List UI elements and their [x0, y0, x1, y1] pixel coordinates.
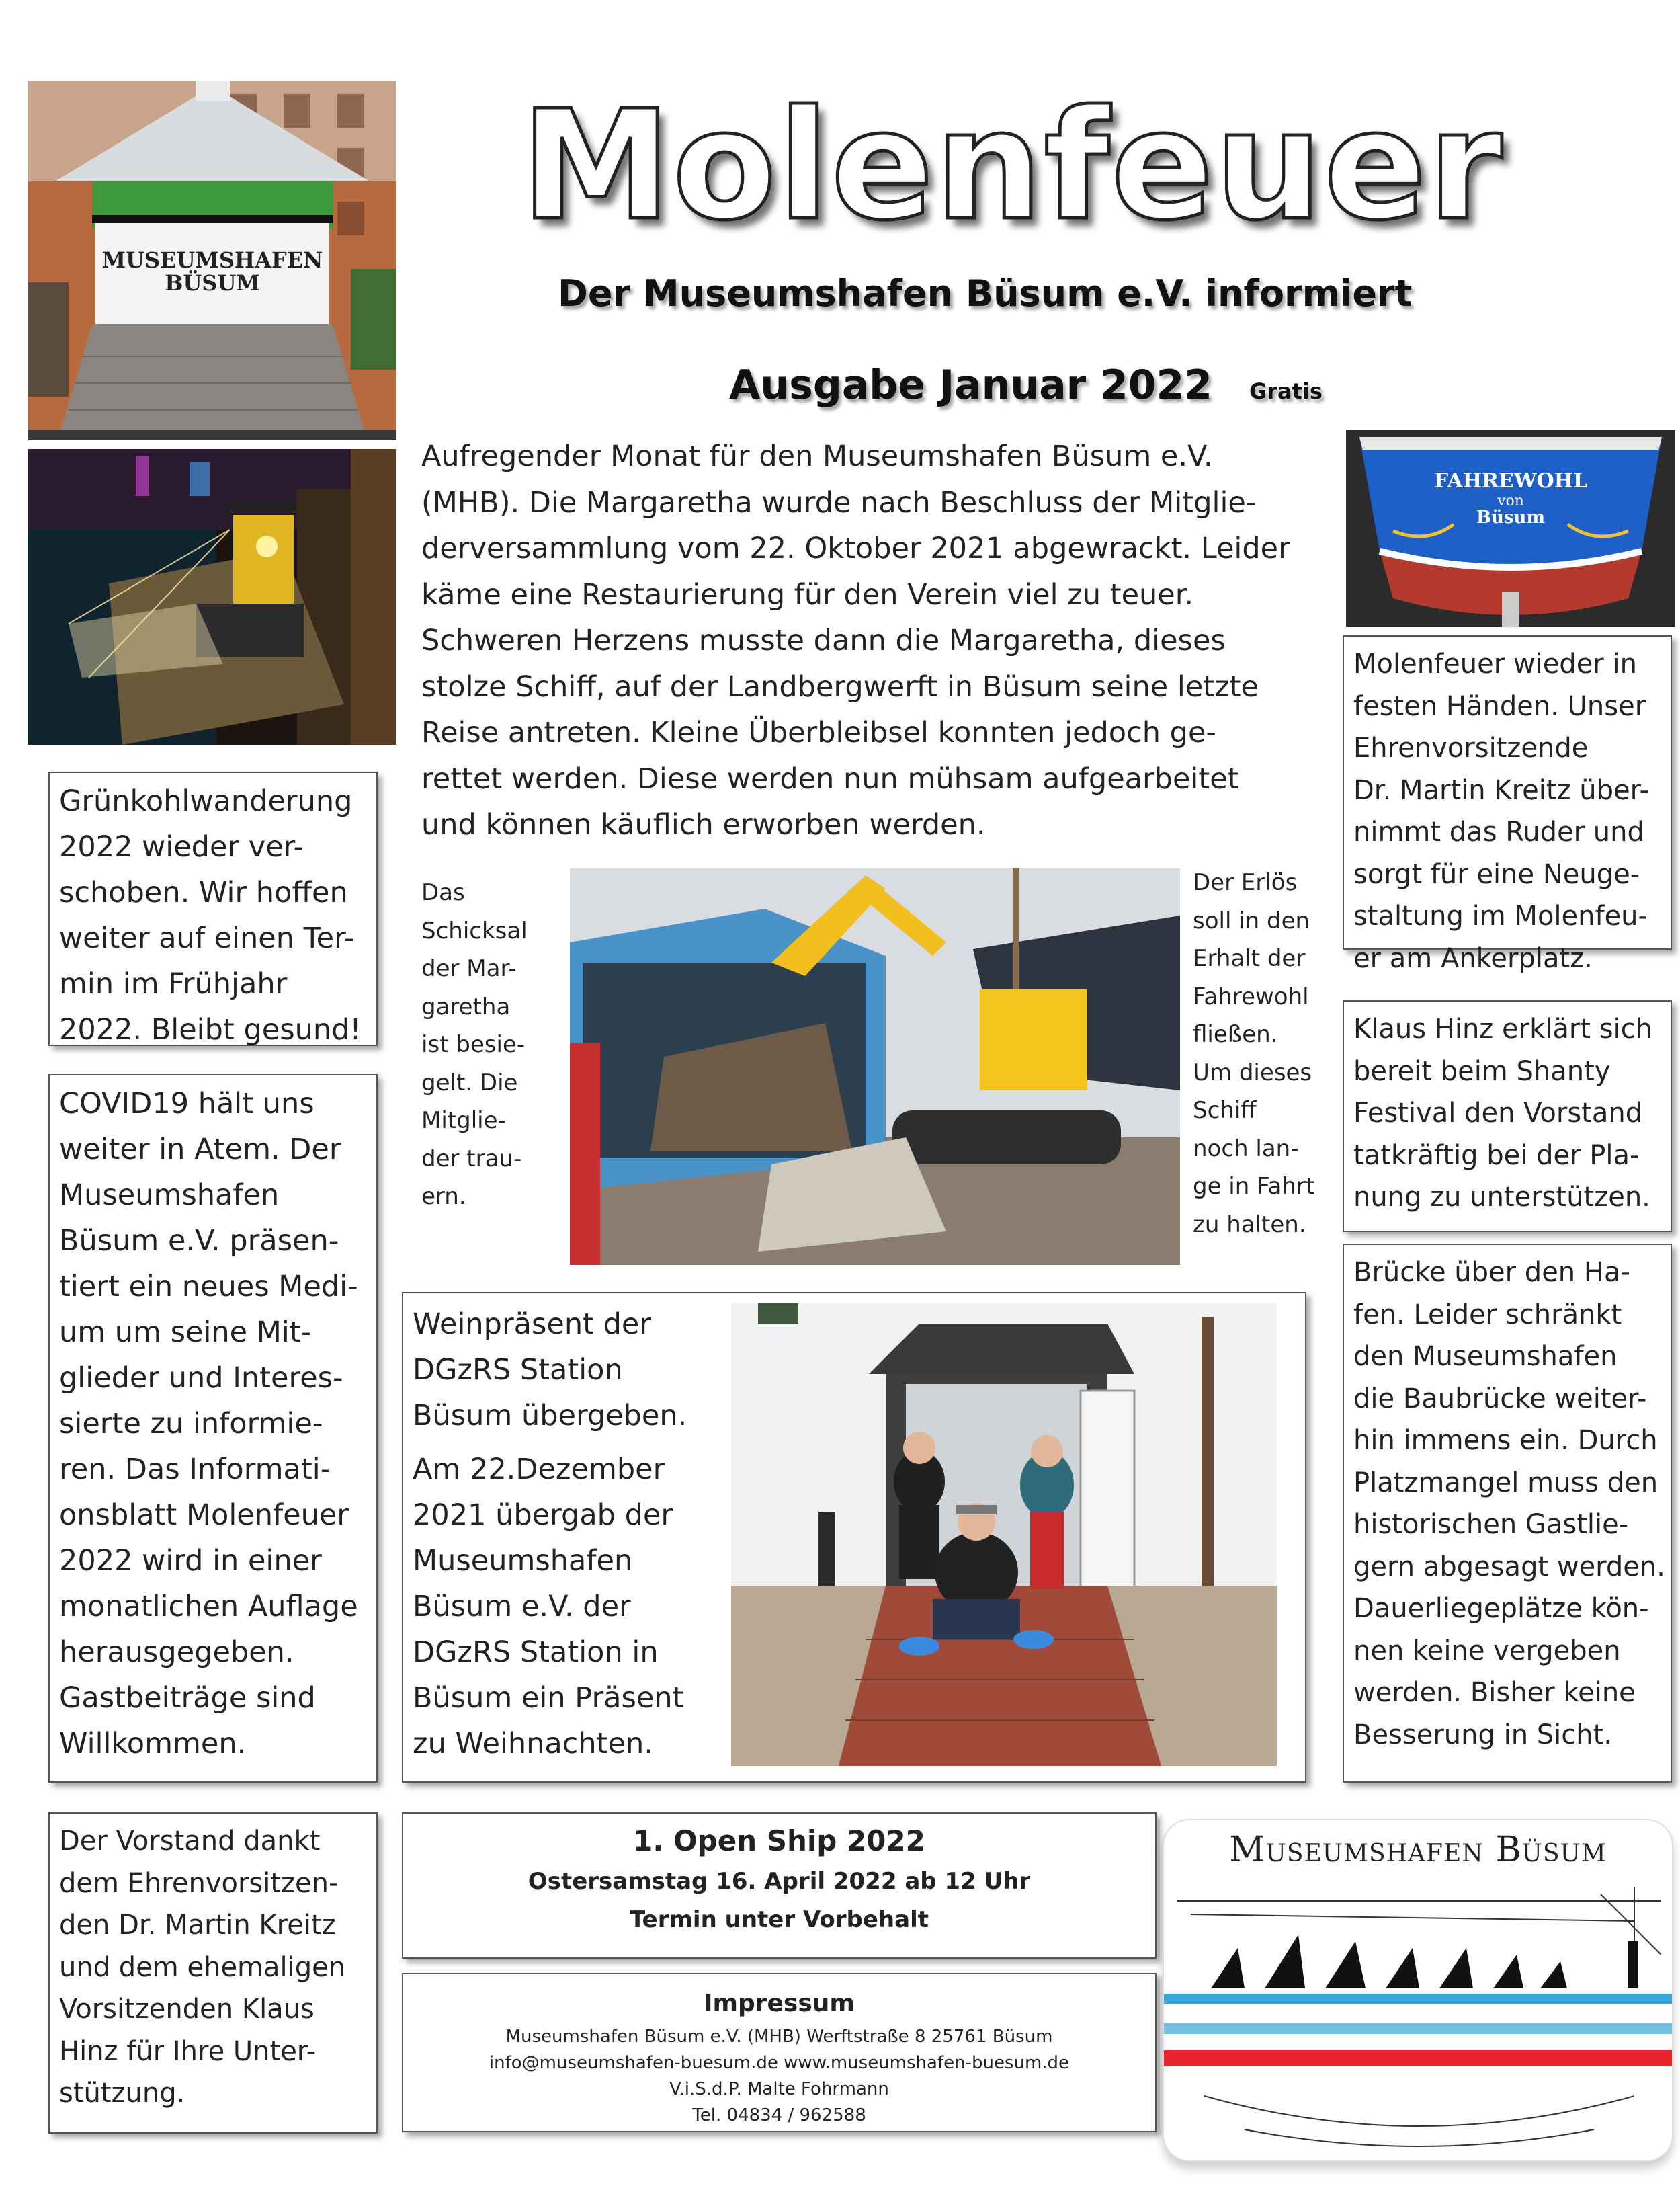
wine-title-line: Weinpräsent der — [413, 1307, 652, 1341]
lighthouse-photo — [28, 81, 396, 440]
event-note: Termin unter Vorbehalt — [630, 1906, 929, 1933]
article-line: stolze Schiff, auf der Landbergwerft in Büsum seine letzte — [421, 669, 1259, 704]
box-line: fen. Leider schränkt — [1353, 1299, 1622, 1330]
article-line: Schweren Herzens musste dann die Margaretha, dieses — [421, 624, 1226, 657]
hinz-box — [1343, 1000, 1672, 1232]
box-line: Dauerliegeplätze kön- — [1353, 1593, 1649, 1624]
box-line: die Baubrücke weiter- — [1353, 1383, 1647, 1414]
scrapping-photo — [570, 868, 1180, 1265]
box-line: sierte zu informie- — [59, 1407, 323, 1440]
caption-line: gelt. Die — [421, 1069, 518, 1096]
box-line: 2022 wieder ver- — [59, 830, 304, 864]
box-line: herausgegeben. — [59, 1635, 294, 1669]
wine-text — [413, 1301, 687, 1767]
wine-body-line: DGzRS Station in — [413, 1635, 659, 1669]
gruenkohl-box — [48, 772, 378, 1046]
article-line: käme eine Restaurierung für den Verein viel zu teuer. — [421, 577, 1194, 612]
box-line: tiert ein neues Medi- — [59, 1270, 358, 1303]
caption-line: Mitglie- — [421, 1107, 506, 1134]
wine-body-line: Büsum e.V. der — [413, 1590, 631, 1623]
lighthouse-sign-2: BÜSUM — [165, 270, 260, 296]
bruecke-box — [1343, 1244, 1672, 1783]
box-line: den Museumshafen — [1353, 1341, 1618, 1372]
caption-line: ern. — [421, 1183, 466, 1210]
box-line: hin immens ein. Durch — [1353, 1425, 1658, 1456]
wine-body-line: Am 22.Dezember — [413, 1453, 665, 1486]
issue-label — [729, 362, 1322, 409]
impressum-line: V.i.S.d.P. Malte Fohrmann — [669, 2079, 889, 2099]
box-line: dem Ehrenvorsitzen- — [59, 1867, 339, 1899]
caption-right — [1193, 864, 1314, 1244]
article-line: Reise antreten. Kleine Überbleibsel konnten jedoch ge- — [421, 716, 1216, 749]
box-line: und dem ehemaligen — [59, 1951, 346, 1983]
event-date: Ostersamstag 16. April 2022 ab 12 Uhr — [528, 1868, 1031, 1895]
article-line: Aufregender Monat für den Museumshafen Büsum e.V. — [421, 440, 1213, 473]
caption-line: Das — [421, 879, 465, 906]
box-line: monatlichen Auflage — [59, 1590, 358, 1623]
box-line: Ehrenvorsitzende — [1353, 733, 1589, 764]
wine-body-line: 2021 übergab der — [413, 1498, 673, 1532]
impressum-line: info@museumshafen-buesum.de www.museumshafen-buesum.de — [489, 2053, 1070, 2073]
box-line: ren. Das Informati- — [59, 1453, 331, 1486]
box-line: Molenfeuer wieder in — [1353, 649, 1637, 680]
lighthouse-sign-1: MUSEUMSHAFEN — [101, 247, 323, 273]
box-line: nung zu unterstützen. — [1353, 1182, 1650, 1213]
box-line: glieder und Interes- — [59, 1361, 343, 1395]
box-line: nimmt das Ruder und — [1353, 817, 1644, 848]
box-line: tatkräftig bei der Pla- — [1353, 1139, 1640, 1171]
vorstand-box — [48, 1812, 378, 2134]
night-ship-photo — [28, 449, 396, 745]
wine-title-line: Büsum übergeben. — [413, 1399, 687, 1432]
box-line: Der Vorstand dankt — [59, 1826, 321, 1857]
impressum-line: Museumshafen Büsum e.V. (MHB) Werftstraße 8 25761 Büsum — [505, 2027, 1053, 2047]
box-line: Gastbeiträge sind — [59, 1681, 316, 1715]
caption-line: garetha — [421, 993, 511, 1020]
caption-line: fließen. — [1193, 1021, 1278, 1048]
museumshafen-logo — [1163, 1819, 1673, 2162]
event-title: 1. Open Ship 2022 — [633, 1824, 925, 1857]
stern-name-3: Büsum — [1476, 508, 1545, 528]
box-line: staltung im Molenfeu- — [1353, 901, 1648, 932]
box-line: stützung. — [59, 2078, 185, 2109]
box-line: Klaus Hinz erklärt sich — [1353, 1014, 1652, 1045]
box-line: Brücke über den Ha- — [1353, 1257, 1630, 1288]
article-line: derversammlung vom 22. Oktober 2021 abgewrackt. Leider — [421, 532, 1290, 565]
price-label: Gratis — [1249, 378, 1322, 404]
box-line: Vorsitzenden Klaus — [59, 1994, 314, 2025]
box-line: er am Ankerplatz. — [1353, 942, 1593, 974]
caption-line: zu halten. — [1193, 1211, 1306, 1238]
caption-line: noch lan- — [1193, 1135, 1299, 1162]
caption-line: Schiff — [1193, 1097, 1257, 1124]
wine-body-line: zu Weihnachten. — [413, 1727, 653, 1760]
caption-left — [421, 874, 528, 1216]
caption-line: ge in Fahrt — [1193, 1173, 1315, 1200]
wine-box — [402, 1292, 1306, 1783]
box-line: Büsum e.V. präsen- — [59, 1224, 339, 1258]
box-line: um um seine Mit- — [59, 1315, 312, 1349]
box-line: bereit beim Shanty — [1353, 1055, 1611, 1087]
stern-photo — [1346, 430, 1675, 627]
box-line: weiter auf einen Ter- — [59, 922, 355, 955]
masthead-title: Molenfeuer — [521, 78, 1504, 254]
box-line: Grünkohlwanderung — [59, 784, 353, 818]
caption-line: Der Erlös — [1193, 869, 1298, 896]
box-line: nen keine vergeben — [1353, 1635, 1621, 1666]
impressum-title: Impressum — [704, 1990, 855, 2017]
article-line: rettet werden. Diese werden nun mühsam aufgearbeitet — [421, 762, 1239, 796]
main-article — [421, 434, 1322, 848]
box-line: Festival den Vorstand — [1353, 1098, 1643, 1129]
caption-line: Schicksal — [421, 917, 528, 944]
wine-body-line: Büsum ein Präsent — [413, 1681, 684, 1715]
box-line: Willkommen. — [59, 1727, 247, 1760]
box-line: Dr. Martin Kreitz über- — [1353, 774, 1649, 806]
box-line: onsblatt Molenfeuer — [59, 1498, 349, 1532]
article-line: und können käuflich erworben werden. — [421, 808, 986, 842]
box-line: Hinz für Ihre Unter- — [59, 2035, 317, 2067]
wine-body-line: Museumshafen — [413, 1544, 633, 1578]
molenfeuer-box — [1343, 635, 1672, 974]
caption-line: Fahrewohl — [1193, 983, 1309, 1010]
box-line: Besserung in Sicht. — [1353, 1719, 1613, 1750]
box-line: Platzmangel muss den — [1353, 1467, 1658, 1498]
caption-line: der Mar- — [421, 955, 517, 982]
caption-line: soll in den — [1193, 907, 1310, 934]
box-line: den Dr. Martin Kreitz — [59, 1910, 336, 1941]
caption-line: Um dieses — [1193, 1059, 1312, 1086]
caption-line: Erhalt der — [1193, 945, 1306, 972]
box-line: werden. Bisher keine — [1353, 1677, 1636, 1708]
stern-name-1: FAHREWOHL — [1433, 469, 1588, 493]
box-line: historischen Gastlie- — [1353, 1509, 1629, 1540]
caption-line: ist besie- — [421, 1031, 526, 1058]
stern-name-2: von — [1497, 493, 1524, 510]
wine-photo — [731, 1303, 1277, 1766]
box-line: weiter in Atem. Der — [59, 1133, 341, 1166]
issue-date: Ausgabe Januar 2022 — [729, 362, 1213, 409]
covid-box — [48, 1074, 378, 1783]
box-line: schoben. Wir hoffen — [59, 876, 348, 909]
logo-ship-icon — [1164, 1874, 1673, 2162]
box-line: Museumshafen — [59, 1178, 280, 1212]
box-line: gern abgesagt werden. — [1353, 1551, 1665, 1582]
box-line: COVID19 hält uns — [59, 1087, 314, 1121]
impressum-box — [402, 1973, 1157, 2132]
box-line: min im Frühjahr — [59, 967, 288, 1001]
article-line: (MHB). Die Margaretha wurde nach Beschluss der Mitglie- — [421, 485, 1257, 520]
box-line: sorgt für eine Neuge- — [1353, 858, 1640, 890]
caption-line: der trau- — [421, 1145, 522, 1172]
box-line: festen Händen. Unser — [1353, 690, 1646, 722]
impressum-line: Tel. 04834 / 962588 — [692, 2105, 866, 2125]
box-line: 2022 wird in einer — [59, 1544, 322, 1578]
logo-text: Museumshafen Büsum — [1229, 1830, 1607, 1870]
open-ship-box — [402, 1812, 1157, 1959]
box-line: 2022. Bleibt gesund! — [59, 1013, 362, 1047]
masthead-subtitle: Der Museumshafen Büsum e.V. informiert — [558, 272, 1413, 315]
wine-title-line: DGzRS Station — [413, 1353, 623, 1387]
